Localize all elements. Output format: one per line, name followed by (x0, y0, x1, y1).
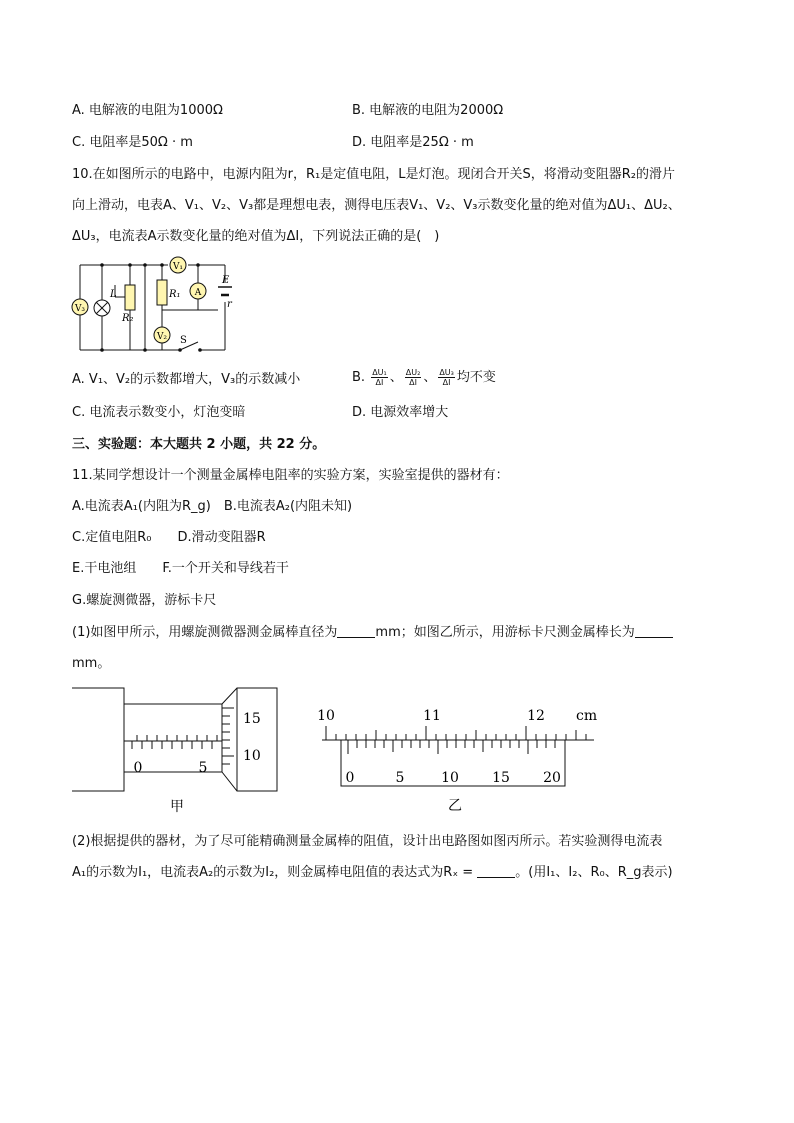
fraction-den: ΔI (375, 378, 384, 387)
q11-equipment-cd: C.定值电阻R₀ D.滑动变阻器R (72, 530, 266, 545)
v3-label: V₃ (74, 304, 86, 314)
q10-option-c: C. 电流表示数变小，灯泡变暗 (72, 405, 246, 420)
q10-stem-line2: 向上滑动，电表A、V₁、V₂、V₃都是理想电表，测得电压表V₁、V₂、V₃示数变化量的绝对值为ΔU₁、ΔU₂、 (72, 198, 681, 213)
caliper-caption: 乙 (448, 798, 462, 814)
fraction-num: ΔU₁ (372, 368, 387, 377)
q11-equipment-ab: A.电流表A₁(内阻为R_g) B.电流表A₂(内阻未知) (72, 499, 353, 514)
q9-option-c: C. 电阻率是50Ω · m (72, 135, 193, 150)
q10-circuit-diagram (70, 255, 240, 355)
q11-part2-text-a: A₁的示数为I₁，电流表A₂的示数为I₂，则金属棒电阻值的表达式为Rₓ = (72, 865, 474, 880)
answer-blank-diameter[interactable] (337, 625, 375, 638)
vernier-label-10: 10 (441, 770, 459, 786)
fraction-du2-di (405, 368, 422, 387)
main-scale-label-11: 11 (423, 708, 441, 724)
answer-blank-rx[interactable] (477, 865, 515, 878)
q10-option-b (352, 364, 496, 392)
q9-option-d: D. 电阻率是25Ω · m (352, 135, 474, 150)
q11-equipment-ef: E.干电池组 F.一个开关和导线若干 (72, 561, 289, 576)
micrometer-figure (72, 686, 282, 816)
main-scale-label-12: 12 (527, 708, 545, 724)
answer-blank-length[interactable] (635, 625, 673, 638)
v1-label: V₁ (172, 262, 184, 272)
v2-label: V₂ (156, 332, 168, 342)
q10-option-b-prefix: B. (352, 370, 366, 385)
fraction-den: ΔI (442, 378, 451, 387)
main-scale-unit: cm (576, 708, 598, 724)
q11-part1-line1 (72, 624, 673, 642)
q11-part1-text-b: mm；如图乙所示，用游标卡尺测金属棒长为 (375, 625, 635, 640)
section-3-heading: 三、实验题：本大题共 2 小题，共 22 分。 (72, 437, 326, 452)
micrometer-caption: 甲 (170, 799, 184, 815)
q11-intro: 11.某同学想设计一个测量金属棒电阻率的实验方案，实验室提供的器材有： (72, 468, 509, 483)
thimble-label-10: 10 (243, 748, 261, 764)
fraction-den: ΔI (409, 378, 417, 387)
q11-part2-line1: (2)根据提供的器材，为了尽可能精确测量金属棒的阻值，设计出电路图如图丙所示。若实验测得电流表 (72, 834, 663, 849)
sleeve-label-0: 0 (133, 760, 143, 776)
q9-option-a: A. 电解液的电阻为1000Ω (72, 103, 223, 118)
sleeve-label-5: 5 (198, 760, 208, 776)
q10-option-a: A. V₁、V₂的示数都增大，V₃的示数减小 (72, 372, 301, 387)
ammeter-label: A (194, 288, 202, 298)
fraction-du1-di (371, 368, 388, 387)
q9-option-b: B. 电解液的电阻为2000Ω (352, 103, 504, 118)
vernier-caliper-figure (314, 700, 599, 818)
thimble-label-15: 15 (243, 711, 261, 727)
emf-label: E (222, 275, 230, 286)
vernier-label-5: 5 (395, 770, 405, 786)
q11-part2-text-b: 。(用I₁、I₂、R₀、R_g表示) (515, 865, 673, 880)
fraction-num: ΔU₂ (405, 368, 421, 377)
main-scale-label-10: 10 (317, 708, 335, 724)
fraction-du3-di (438, 368, 455, 387)
vernier-label-20: 20 (543, 770, 561, 786)
q11-part1-text-a: (1)如图甲所示，用螺旋测微器测金属棒直径为 (72, 625, 338, 640)
q10-option-b-suffix: 均不变 (456, 370, 496, 385)
q10-stem-line1: 10.在如图所示的电路中，电源内阻为r，R₁是定值电阻，L是灯泡。现闭合开关S，将滑动变阻器R₂的滑片 (72, 167, 676, 182)
r2-label: R₂ (122, 313, 134, 324)
q10-stem-line3: ΔU₃，电流表A示数变化量的绝对值为ΔI，下列说法正确的是( ) (72, 229, 440, 244)
lamp-label: L (110, 289, 117, 300)
q11-part2-line2 (72, 864, 673, 882)
fraction-num: ΔU₃ (439, 368, 454, 377)
vernier-label-0: 0 (345, 770, 355, 786)
separator: 、 (423, 370, 437, 385)
q10-option-d: D. 电源效率增大 (352, 405, 449, 420)
q11-equipment-g: G.螺旋测微器，游标卡尺 (72, 593, 217, 608)
q11-part1-line2: mm。 (72, 656, 111, 671)
r1-label: R₁ (169, 289, 181, 300)
internal-r-label: r (227, 299, 232, 310)
vernier-label-15: 15 (492, 770, 510, 786)
separator: 、 (389, 370, 403, 385)
switch-label: S (180, 335, 187, 346)
